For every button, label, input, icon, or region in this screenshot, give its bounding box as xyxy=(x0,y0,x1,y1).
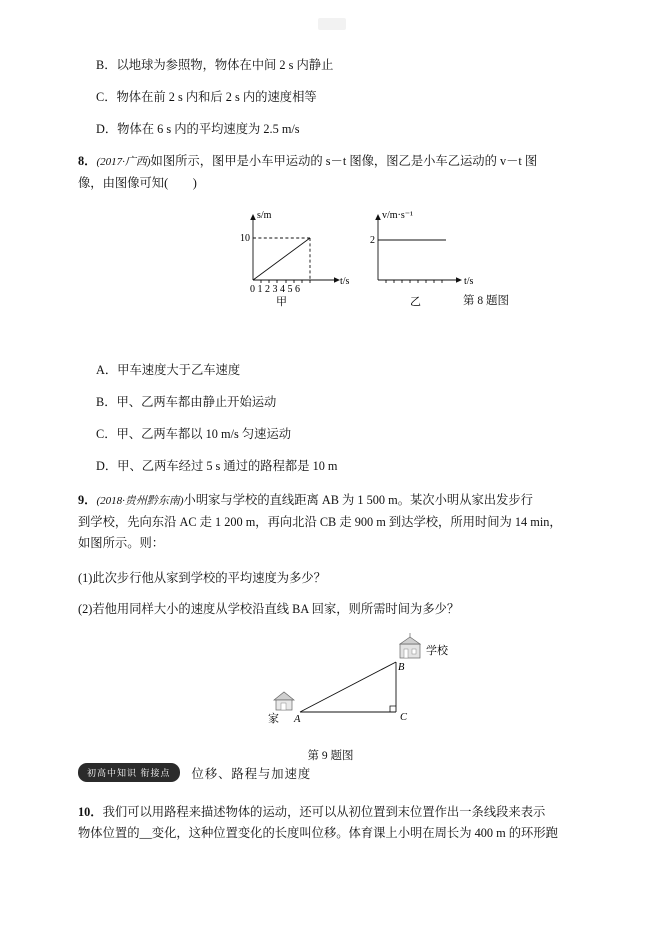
knowledge-tag-row xyxy=(78,763,583,782)
page-top-mark xyxy=(318,18,346,30)
q9-point-a: A xyxy=(294,714,301,725)
q8-left-xticks: 0 1 2 3 4 5 6 xyxy=(250,284,300,295)
q8-option-a: A．甲车速度大于乙车速度 xyxy=(96,363,241,377)
q8-source: (2017·广西) xyxy=(96,156,151,168)
q8-right-figure-label: 乙 xyxy=(410,296,421,308)
q9-number: 9． xyxy=(78,493,97,507)
q8-number: 8． xyxy=(78,154,97,168)
q10-stem xyxy=(78,802,583,844)
q9-stem xyxy=(78,490,583,554)
q8-stem-text2: 像，由图像可知( ) xyxy=(78,176,197,190)
q7-option-d: D．物体在 6 s 内的平均速度为 2.5 m/s xyxy=(96,122,300,136)
knowledge-tag-pill: 初高中知识 衔接点 xyxy=(78,763,180,782)
q8-stem-text: 如图所示，图甲是小车甲运动的 s－t 图像，图乙是小车乙运动的 v－t 图 xyxy=(150,154,538,168)
q9-line2: 到学校，先向东沿 AC 走 1 200 m，再向北沿 CB 走 900 m 到达学校，所用时间为 14 min， xyxy=(78,515,562,529)
page-content xyxy=(78,55,583,854)
q9-figure xyxy=(78,632,583,762)
q8-figure xyxy=(78,208,583,328)
q7-option-c: C．物体在前 2 s 内和后 2 s 内的速度相等 xyxy=(96,90,317,104)
q8-figure-svg xyxy=(78,208,583,328)
home-icon xyxy=(274,692,294,710)
q9-home-label: 家 xyxy=(268,713,279,725)
school-icon xyxy=(400,633,420,658)
q9-point-c: C xyxy=(400,712,408,723)
q9-line3: 如图所示。则： xyxy=(78,536,165,550)
q8-figure-caption: 第 8 题图 xyxy=(463,295,509,307)
q9-source: (2018·贵州黔东南) xyxy=(96,495,184,507)
q8-option-c: C．甲、乙两车都以 10 m/s 匀速运动 xyxy=(96,427,292,441)
q10-line1: 我们可以用路程来描述物体的运动，还可以从初位置到末位置作出一条线段来表示 xyxy=(102,805,546,819)
q10-number: 10． xyxy=(78,805,103,819)
q9-sub1: (1)此次步行他从家到学校的平均速度为多少？ xyxy=(78,571,326,585)
q8-left-ytick: 10 xyxy=(240,233,250,244)
q8-left-yaxis-label: s/m xyxy=(257,210,272,221)
q8-stem xyxy=(78,151,583,194)
q8-right-xaxis-label: t/s xyxy=(464,276,474,287)
q9-point-b: B xyxy=(398,662,405,673)
q9-school-label: 学校 xyxy=(426,645,448,657)
q7-option-b: B．以地球为参照物，物体在中间 2 s 内静止 xyxy=(96,58,334,72)
q8-option-b: B．甲、乙两车都由静止开始运动 xyxy=(96,395,277,409)
q9-sub2: (2)若他用同样大小的速度从学校沿直线 BA 回家，则所需时间为多少？ xyxy=(78,602,460,616)
q8-right-ytick: 2 xyxy=(370,235,375,246)
q10-line2: 物体位置的__变化，这种位置变化的长度叫位移。体育课上小明在周长为 400 m 的环形跑 xyxy=(78,826,558,840)
q9-line1: 小明家与学校的直线距离 AB 为 1 500 m。某次小明从家出发步行 xyxy=(183,493,533,507)
q8-left-figure-label: 甲 xyxy=(276,296,287,308)
knowledge-tag-text: 位移、路程与加速度 xyxy=(191,766,312,781)
q9-figure-svg xyxy=(78,632,583,740)
q8-left-xaxis-label: t/s xyxy=(340,276,350,287)
q8-option-d: D．甲、乙两车经过 5 s 通过的路程都是 10 m xyxy=(96,459,338,473)
q9-figure-caption: 第 9 题图 xyxy=(307,750,354,762)
q8-right-yaxis-label: v/m·s⁻¹ xyxy=(382,210,414,221)
